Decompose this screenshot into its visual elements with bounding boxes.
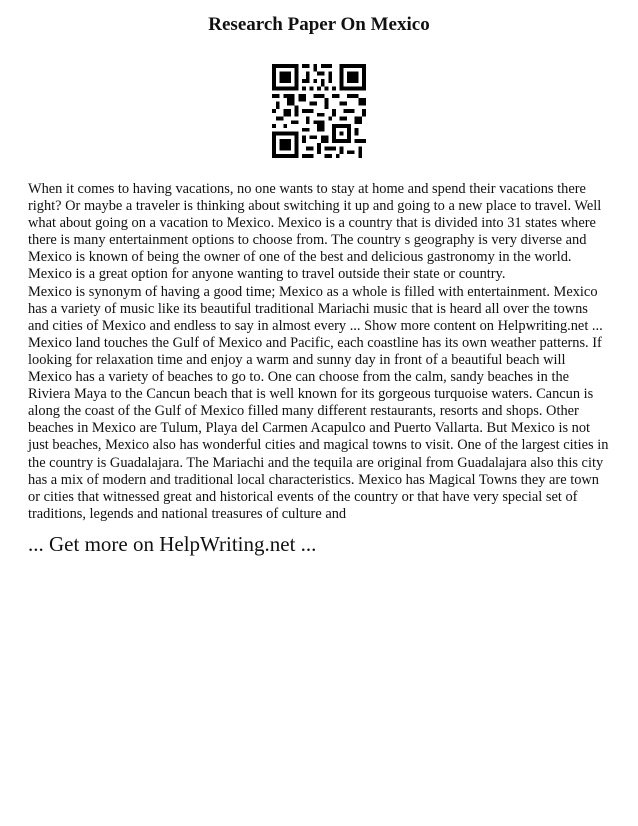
paragraph-music: Mexico is synonym of having a good time; Mexico as a whole is filled with entertainment. Mexico has a variety of music like its beautiful traditional Mariachi music that is heard all over the towns and cities of Mexico and endless to say in almost every ... Show more content on Helpwriting.net ... — [28, 283, 603, 334]
get-more-link[interactable]: ... Get more on HelpWriting.net ... — [28, 532, 317, 556]
article-body — [28, 181, 610, 523]
qr-code-graphic — [272, 64, 366, 158]
qr-code-icon — [272, 64, 366, 158]
paragraph-intro: When it comes to having vacations, no one wants to stay at home and spend their vacations there right? Or maybe a traveler is thinking about switching it up and going to a new place to travel. Well what about going on a vacation to Mexico. Mexico is a country that is divided into 31 states where there is many entertainment options to choose from. The country s geography is very diverse and Mexico is known of being the owner of one of the best and delicious gastronomy in the world. Mexico is a great option for anyone wanting to travel outside their state or country. — [28, 181, 602, 283]
page-title: Research Paper On Mexico — [208, 14, 430, 35]
paragraph-geography: Mexico land touches the Gulf of Mexico and Pacific, each coastline has its own weather patterns. If looking for relaxation time and enjoy a warm and sunny day in front of a beautiful beach will Mexico has a variety of beaches to go to. One can choose from the calm, sandy beaches in the Riviera Maya to the Cancun beach that is well known for its gorgeous turquoise waters. Cancun is along the coast of the Gulf of Mexico filled many different restaurants, resorts and shops. Other beaches in Mexico are Tulum, Playa del Carmen Acapulco and Puerto Vallarta. But Mexico is not just beaches, Mexico also has wonderful cities and magical towns to visit. One of the largest cities in the country is Guadalajara. The Mariachi and the tequila are original from Guadalajara also this city has a mix of modern and traditional local characteristics. Mexico has Magical Towns they are town or cities that witnessed great and historical events of the country or that have very special set of traditions, legends and national treasures of culture and — [28, 334, 609, 522]
